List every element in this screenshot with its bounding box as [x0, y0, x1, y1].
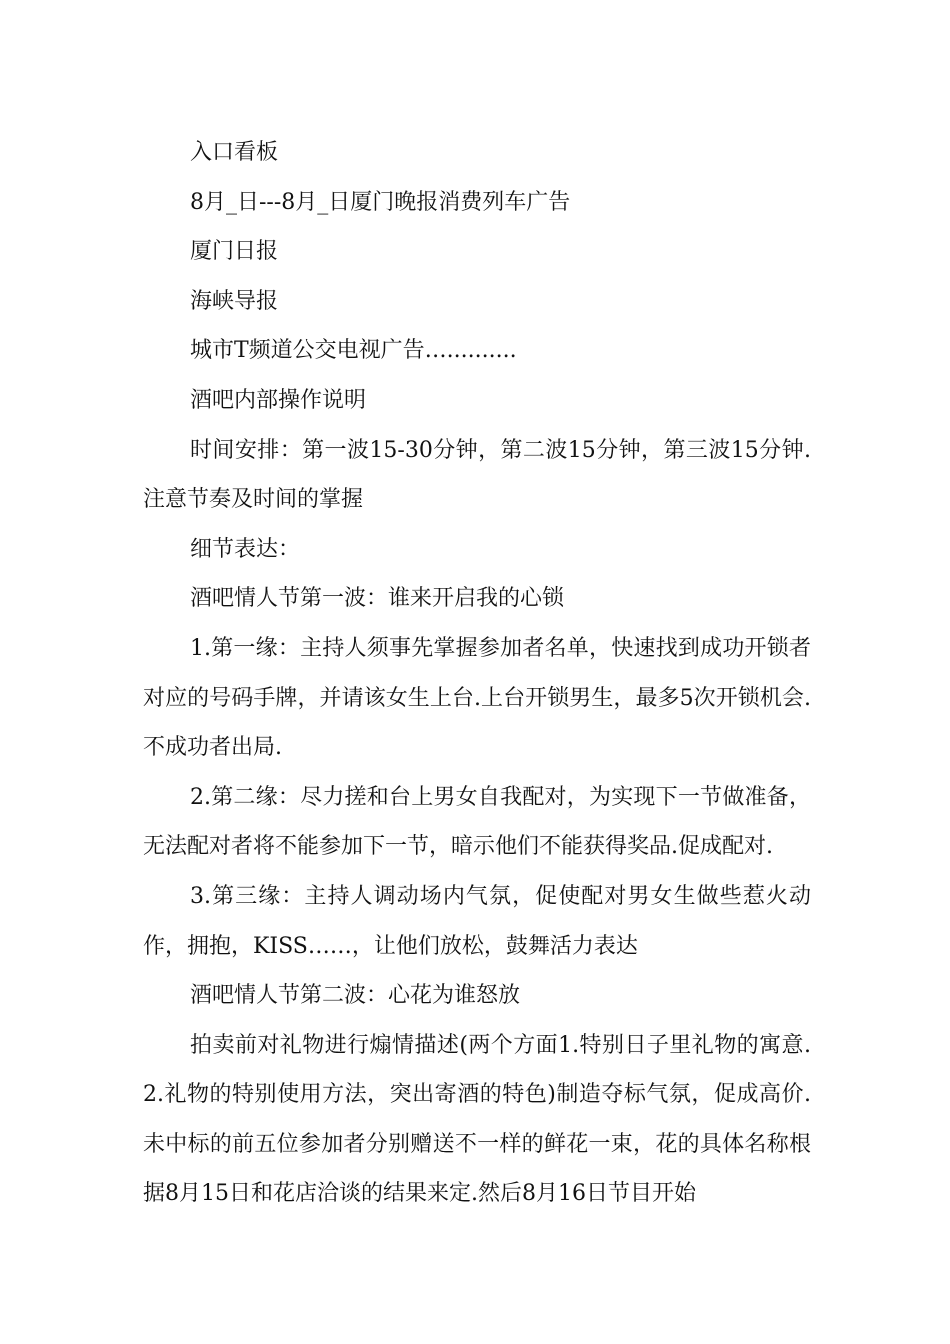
paragraph-auction-description: 拍卖前对礼物进行煽情描述(两个方面1.特别日子里礼物的寓意.2.礼物的特别使用方法，突出寄酒的特色)制造夺标气氛，促成高价.未中标的前五位参加者分别赠送不一样的鲜花一束，花的具体名称根据8月15日和花店洽谈的结果来定.然后8月16日节目开始: [143, 1032, 811, 1207]
paragraph-time-schedule: 时间安排：第一波15-30分钟，第二波15分钟，第三波15分钟.注意节奏及时间的掌握: [143, 437, 811, 513]
paragraph-third-fate: 3.第三缘：主持人调动场内气氛，促使配对男女生做些惹火动作，拥抱，KISS……，让他们放松，鼓舞活力表达: [143, 883, 811, 959]
document-body: [143, 128, 811, 1219]
paragraph-entrance-board: 入口看板: [190, 140, 279, 165]
paragraph-wave-one-heading: 酒吧情人节第一波：谁来开启我的心锁: [190, 586, 565, 612]
paragraph-evening-news-ad: 8月_日---8月_日厦门晚报消费列车广告: [190, 189, 571, 215]
paragraph-xiamen-daily: 厦门日报: [190, 239, 279, 265]
paragraph-city-tv-ad: 城市T频道公交电视广告…..........: [190, 338, 517, 364]
paragraph-first-fate: 1.第一缘：主持人须事先掌握参加者名单，快速找到成功开锁者对应的号码手牌，并请该女生上台.上台开锁男生，最多5次开锁机会.不成功者出局.: [143, 635, 811, 761]
paragraph-detail-heading: 细节表达：: [190, 536, 301, 562]
paragraph-strait-herald: 海峡导报: [190, 288, 279, 314]
paragraph-second-fate: 2.第二缘：尽力搓和台上男女自我配对，为实现下一节做准备，无法配对者将不能参加下一节，暗示他们不能获得奖品.促成配对.: [143, 784, 811, 860]
paragraph-bar-operation-heading: 酒吧内部操作说明: [190, 387, 367, 413]
paragraph-wave-two-heading: 酒吧情人节第二波：心花为谁怒放: [190, 983, 521, 1009]
